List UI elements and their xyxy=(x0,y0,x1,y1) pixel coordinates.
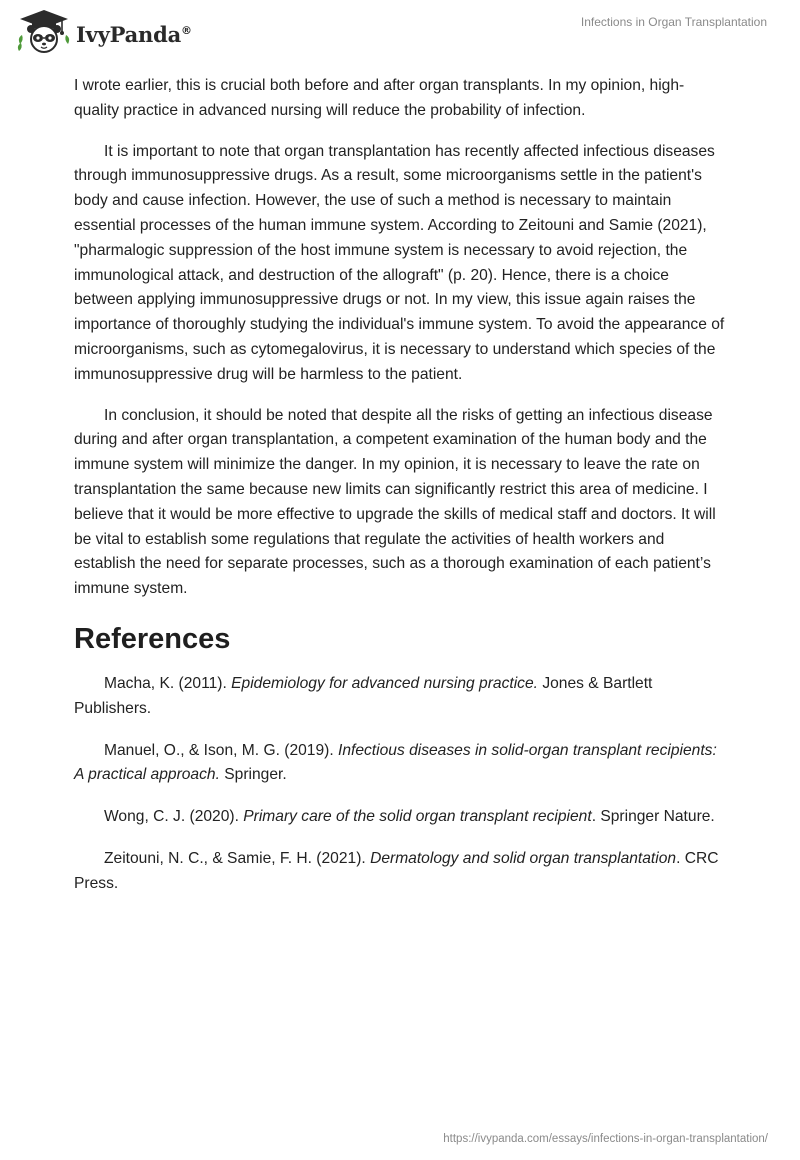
reference-title: Epidemiology for advanced nursing practice. xyxy=(231,674,538,692)
reference-author: Wong, C. J. (2020). xyxy=(104,808,244,826)
body-paragraph-2: It is important to note that organ transplantation has recently affected infectious diseases through immunosuppressive drugs. As a result, some microorganisms settle in the patient's body and cause infection. However, the use of such a method is necessary to maintain essential processes of the human immune system. According to Zeitouni and Samie (2021), "pharmalogic suppression of the host immune system is necessary to avoid rejection, the immunological attack, and destruction of the allograft" (p. 20). Hence, there is a choice between applying immunosuppressive drugs or not. In my view, this issue again raises the importance of thoroughly studying the individual's immune system. To avoid the appearance of microorganisms, such as cytomegalovirus, it is necessary to understand which species of the immunosuppressive drug will be harmless to the patient. xyxy=(74,142,725,383)
reference-publisher: Jones & Bartlett Publishers. xyxy=(74,674,653,717)
reference-item xyxy=(74,739,726,789)
reference-publisher: . CRC Press. xyxy=(74,849,719,892)
panda-graduate-icon xyxy=(16,8,72,54)
references-heading: References xyxy=(74,622,231,655)
reference-title: Dermatology and solid organ transplantation xyxy=(370,849,677,867)
ivypanda-logo[interactable] xyxy=(16,8,192,54)
reference-author: Macha, K. (2011). xyxy=(104,674,232,692)
reference-item xyxy=(74,847,726,897)
reference-author: Manuel, O., & Ison, M. G. (2019). xyxy=(104,741,338,759)
document-title: Infections in Organ Transplantation xyxy=(580,15,767,29)
reference-title: Infectious diseases in solid-organ transplant recipients: A practical approach. xyxy=(74,741,717,784)
registered-mark: ® xyxy=(181,23,192,37)
reference-author: Zeitouni, N. C., & Samie, F. H. (2021). xyxy=(104,849,371,867)
reference-publisher: . Springer Nature. xyxy=(591,808,715,826)
essay-content xyxy=(74,74,726,914)
page-header xyxy=(0,0,800,60)
body-paragraph-1: I wrote earlier, this is crucial both before and after organ transplants. In my opinion, high-quality practice in advanced nursing will reduce the probability of infection. xyxy=(74,77,685,119)
source-url-link[interactable]: https://ivypanda.com/essays/infections-in-organ-transplantation/ xyxy=(443,1133,768,1145)
reference-title: Primary care of the solid organ transplant recipient xyxy=(243,808,592,826)
body-paragraph-3: In conclusion, it should be noted that despite all the risks of getting an infectious disease during and after organ transplantation, a competent examination of the human body and the immune system will minimize the danger. In my opinion, it is necessary to leave the rate on transplantation the same because new limits can significantly restrict this area of medicine. I believe that it would be more effective to upgrade the skills of medical staff and doctors. It will be vital to establish some regulations that regulate the activities of health workers and establish the need for separate processes, such as a thorough examination of each patient’s immune system. xyxy=(74,406,716,598)
reference-item xyxy=(74,672,726,722)
reference-publisher: Springer. xyxy=(219,766,287,784)
brand-name: IvyPanda® xyxy=(76,21,192,47)
reference-item xyxy=(74,805,726,830)
